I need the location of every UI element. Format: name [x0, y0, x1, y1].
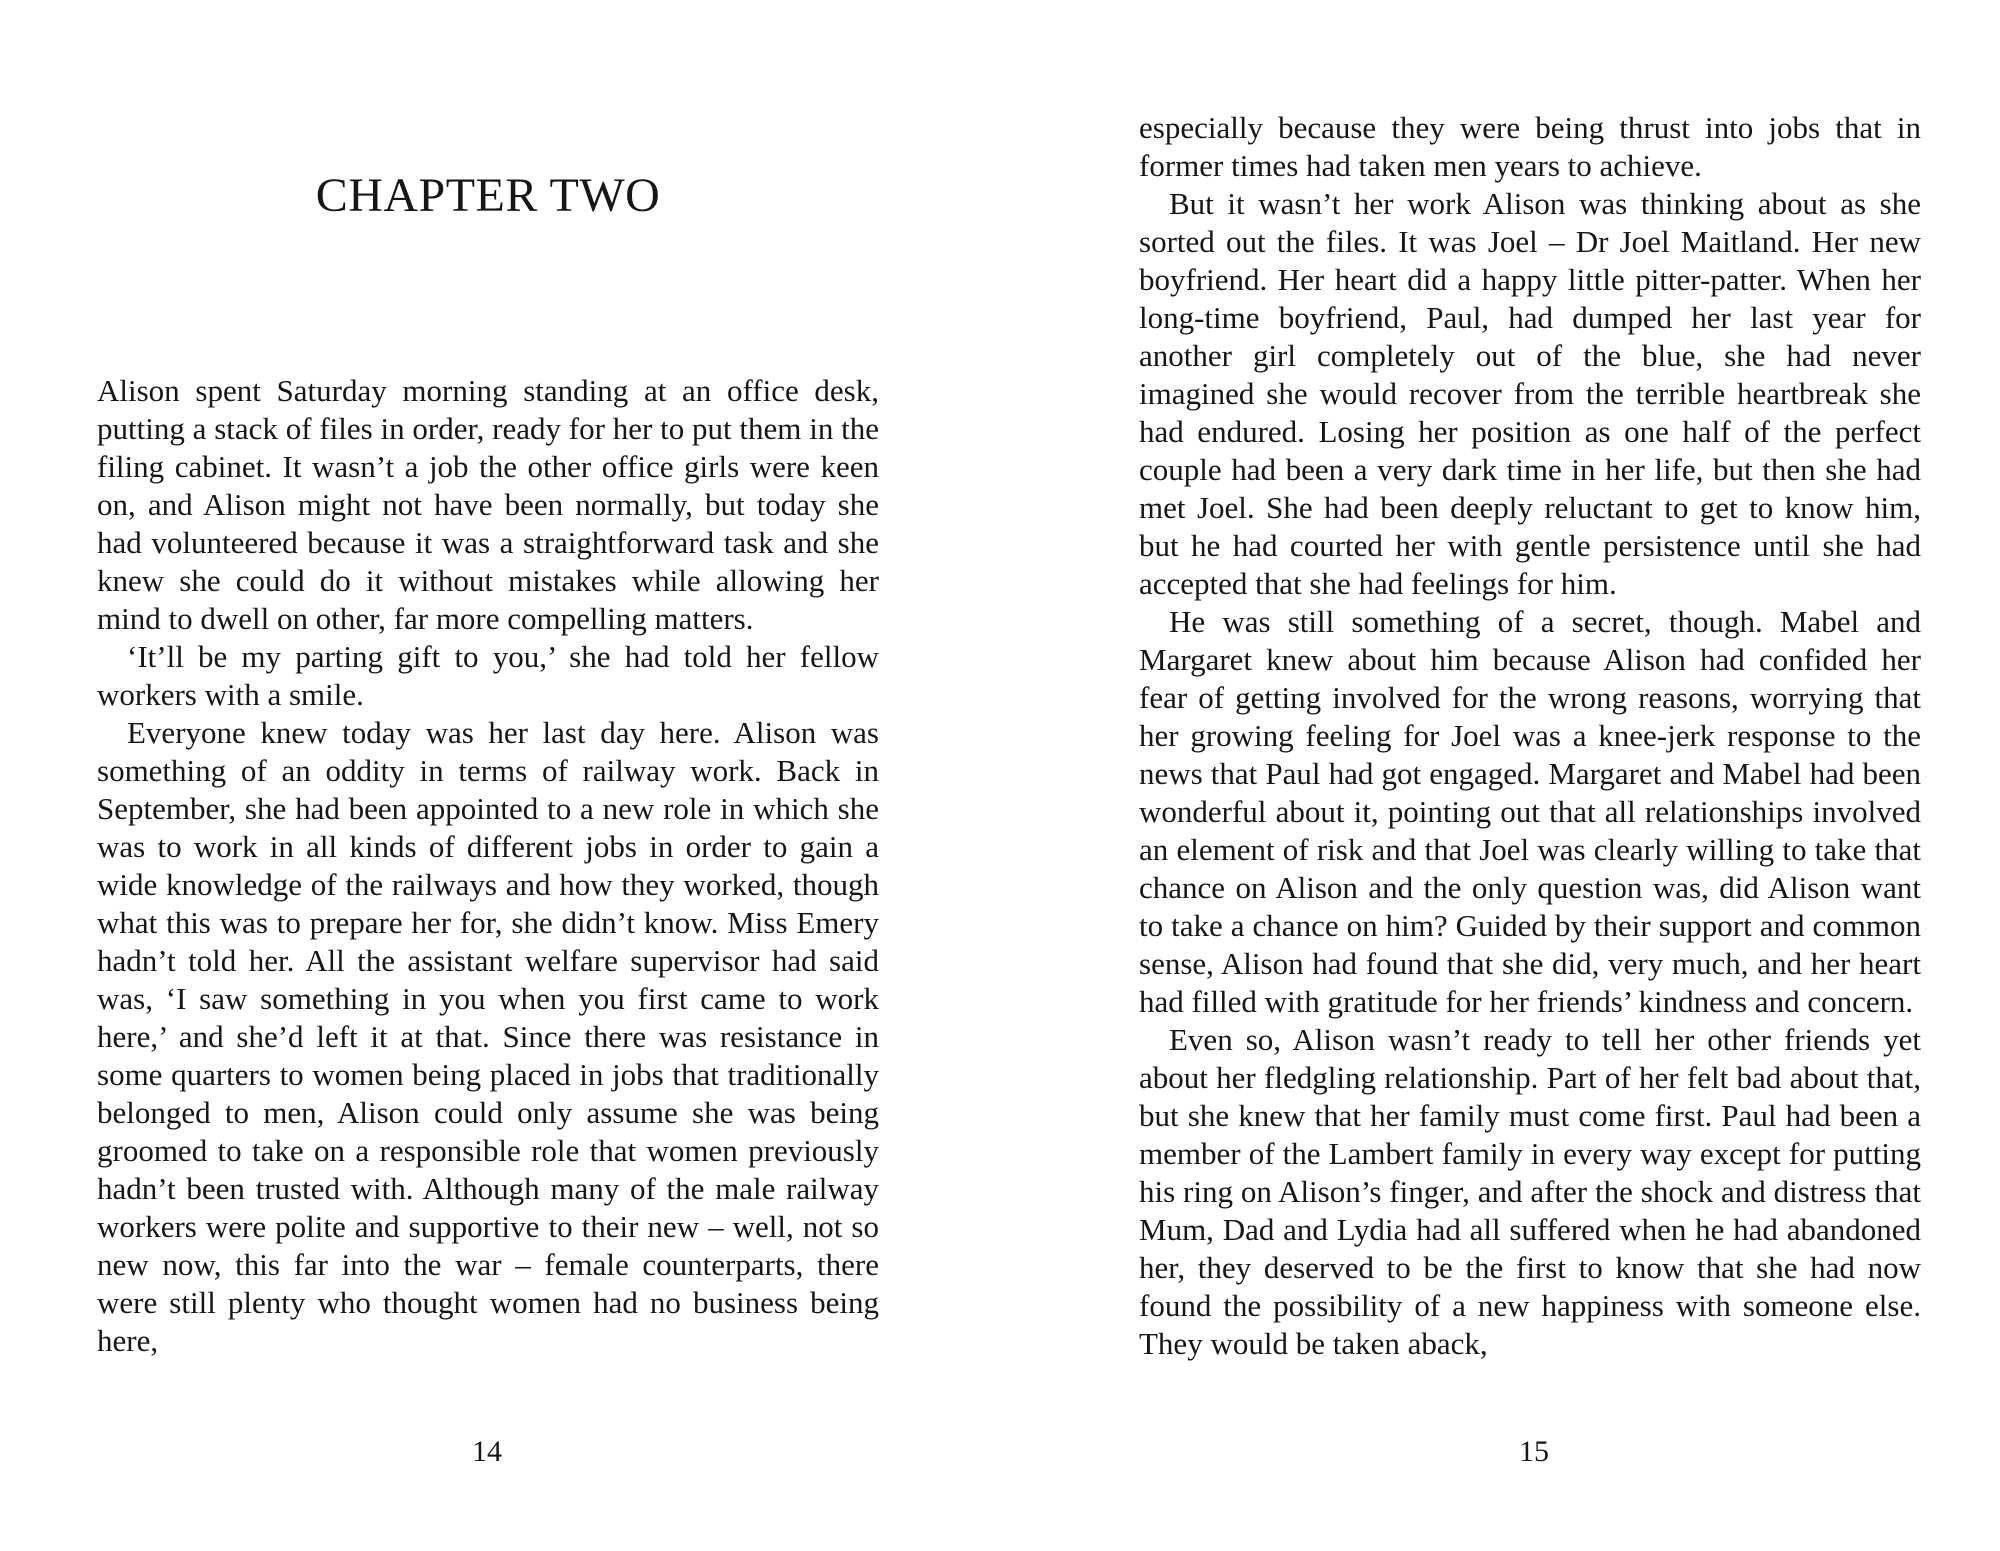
paragraph: He was still something of a secret, though. Mabel and Margaret knew about him because Alison had confided her fear of getting involved for the wrong reasons, worrying that her growing feeling for Joel was a knee-jerk response to the news that Paul had got engaged. Margaret and Mabel had been wonderful about it, pointing out that all relationships involved an element of risk and that Joel was clearly willing to take that chance on Alison and the only question was, did Alison want to take a chance on him? Guided by their support and common sense, Alison had found that she did, very much, and her heart had filled with gratitude for her friends’ kindness and concern.	[1139, 604, 1921, 1019]
page-number-right: 15	[1519, 1435, 1549, 1468]
chapter-title: CHAPTER TWO	[315, 169, 661, 222]
paragraph: especially because they were being thrust into jobs that in former times had taken men years to achieve.	[1139, 110, 1921, 183]
page-number-left: 14	[472, 1435, 502, 1468]
right-page	[1000, 0, 2000, 1551]
paragraph: Even so, Alison wasn’t ready to tell her other friends yet about her fledgling relationship. Part of her felt bad about that, but she knew that her family must come first. Paul had been a member of the Lambert family in every way except for putting his ring on Alison’s finger, and after the shock and distress that Mum, Dad and Lydia had all suffered when he had abandoned her, they deserved to be the first to know that she had now found the possibility of a new happiness with someone else. They would be taken aback,	[1139, 1022, 1921, 1361]
right-page-text	[1139, 109, 1921, 1363]
paragraph: Alison spent Saturday morning standing at an office desk, putting a stack of files in order, ready for her to put them in the filing cabinet. It wasn’t a job the other office girls were keen on, and Alison might not have been normally, but today she had volunteered because it was a straightforward task and she knew she could do it without mistakes while allowing her mind to dwell on other, far more compelling matters.	[97, 373, 879, 636]
paragraph: ‘It’ll be my parting gift to you,’ she had told her fellow workers with a smile.	[97, 639, 879, 712]
paragraph: Everyone knew today was her last day here. Alison was something of an oddity in terms of railway work. Back in September, she had been appointed to a new role in which she was to work in all kinds of different jobs in order to gain a wide knowledge of the railways and how they worked, though what this was to prepare her for, she didn’t know. Miss Emery hadn’t told her. All the assistant welfare supervisor had said was, ‘I saw something in you when you first came to work here,’ and she’d left it at that. Since there was resistance in some quarters to women being placed in jobs that traditionally belonged to men, Alison could only assume she was being groomed to take on a responsible role that women previously hadn’t been trusted with. Although many of the male railway workers were polite and supportive to their new – well, not so new now, this far into the war – female counterparts, there were still plenty who thought women had no business being here,	[97, 715, 879, 1358]
left-page-text	[97, 372, 879, 1360]
paragraph: But it wasn’t her work Alison was thinking about as she sorted out the files. It was Joel – Dr Joel Maitland. Her new boyfriend. Her heart did a happy little pitter-patter. When her long-time boyfriend, Paul, had dumped her last year for another girl completely out of the blue, she had never imagined she would recover from the terrible heartbreak she had endured. Losing her position as one half of the perfect couple had been a very dark time in her life, but then she had met Joel. She had been deeply reluctant to get to know him, but he had courted her with gentle persistence until she had accepted that she had feelings for him.	[1139, 186, 1921, 601]
